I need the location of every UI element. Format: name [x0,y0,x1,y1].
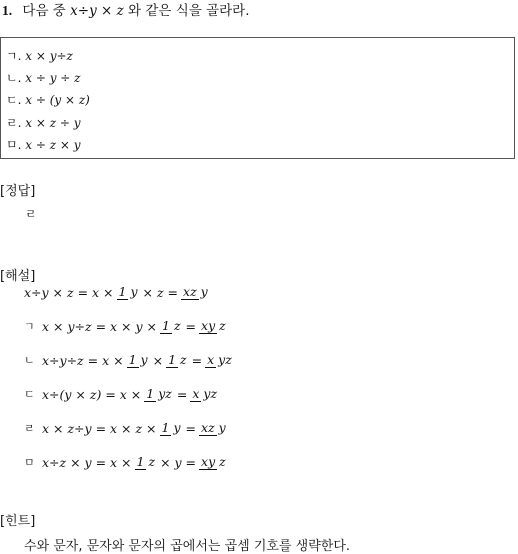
explanation-line [24,386,222,402]
line-mid: × z = [142,284,179,300]
fraction [166,352,189,368]
denominator: z [148,454,156,469]
line-label: ㄹ [24,422,35,436]
numerator: xz [201,420,215,435]
numerator: 1 [161,420,170,435]
fraction [127,352,150,368]
numerator: 1 [146,386,155,401]
line-label: ㄴ [24,354,35,368]
choice-item [6,69,81,86]
line-lhs: x÷z × y = x × [42,454,132,470]
denominator: y [218,420,226,435]
explanation-heading: [해설] [0,269,36,284]
numerator: 1 [168,352,177,367]
choice-label: ㅁ. [6,138,22,152]
numerator: 1 [128,352,137,367]
hint-heading: [힌트] [0,514,36,529]
question-text-after: 와 같은 식을 골라라. [128,3,250,19]
choice-item [6,91,90,108]
line-label: ㄱ [24,320,35,334]
choice-item [6,136,81,153]
denominator: z [219,454,226,469]
explanation-line [24,284,213,300]
choice-expression: x × z ÷ y [25,116,81,130]
choice-box [0,37,515,159]
numerator: xy [201,318,216,333]
line-mid: × [152,352,164,368]
question-title [2,4,250,19]
question-expression: x÷y × z [70,3,124,19]
denominator: z [219,318,226,333]
answer-heading: [정답] [0,184,36,199]
fraction [190,386,219,402]
choice-expression: x ÷ z × y [25,138,81,152]
fraction [160,318,183,334]
hint-text: 수와 문자, 문자와 문자의 곱에서는 곱셈 기호를 생략한다. [24,539,351,554]
numerator: xz [183,284,197,299]
line-label: ㅁ [24,456,35,470]
fraction [199,420,228,436]
fraction [199,454,228,470]
numerator: 1 [118,284,127,299]
question-number: 1. [2,3,13,18]
fraction [181,284,210,300]
line-mid2: = [191,352,203,368]
line-mid: = [176,386,188,402]
choice-label: ㄹ. [6,116,22,130]
line-lhs: x × y÷z = x × y × [42,318,157,334]
denominator: y [130,284,138,299]
choice-expression: x × y÷z [25,49,73,63]
denominator: yz [218,352,232,367]
line-label: ㄷ [24,388,35,402]
numerator: 1 [162,318,170,333]
fraction [117,284,140,300]
denominator: yz [158,386,172,401]
line-mid: × y = [160,454,197,470]
choice-label: ㄱ. [6,49,22,63]
answer-value: ㄹ [25,207,37,221]
choice-label: ㄷ. [6,93,22,107]
explanation-line [24,318,231,334]
fraction [160,420,183,436]
denominator: y [173,420,181,435]
line-lhs: x÷y÷z = x × [42,352,124,368]
explanation-line [24,352,237,368]
line-lhs: x÷(y × z) = x × [42,386,142,402]
denominator: y [140,352,148,367]
choice-item [6,114,81,131]
denominator: z [173,318,181,333]
choice-expression: x ÷ y ÷ z [25,71,81,85]
numerator: xy [201,454,216,469]
numerator: x [207,352,215,367]
line-lhs: x÷y × z = x × [24,284,114,300]
denominator: y [200,284,208,299]
question-text-before: 다음 중 [22,3,66,19]
numerator: x [192,386,200,401]
choice-label: ㄴ. [6,71,22,85]
denominator: yz [203,386,218,401]
fraction [135,454,158,470]
explanation-line [24,420,231,436]
denominator: z [180,352,187,367]
line-lhs: x × z÷y = x × z × [42,420,157,436]
line-mid: = [185,420,197,436]
explanation-line [24,454,231,470]
choice-item [6,47,73,64]
fraction [205,352,234,368]
choice-expression: x ÷ (y × z) [25,93,90,107]
fraction [199,318,228,334]
numerator: 1 [136,454,145,469]
fraction [144,386,174,402]
line-mid: = [185,318,197,334]
